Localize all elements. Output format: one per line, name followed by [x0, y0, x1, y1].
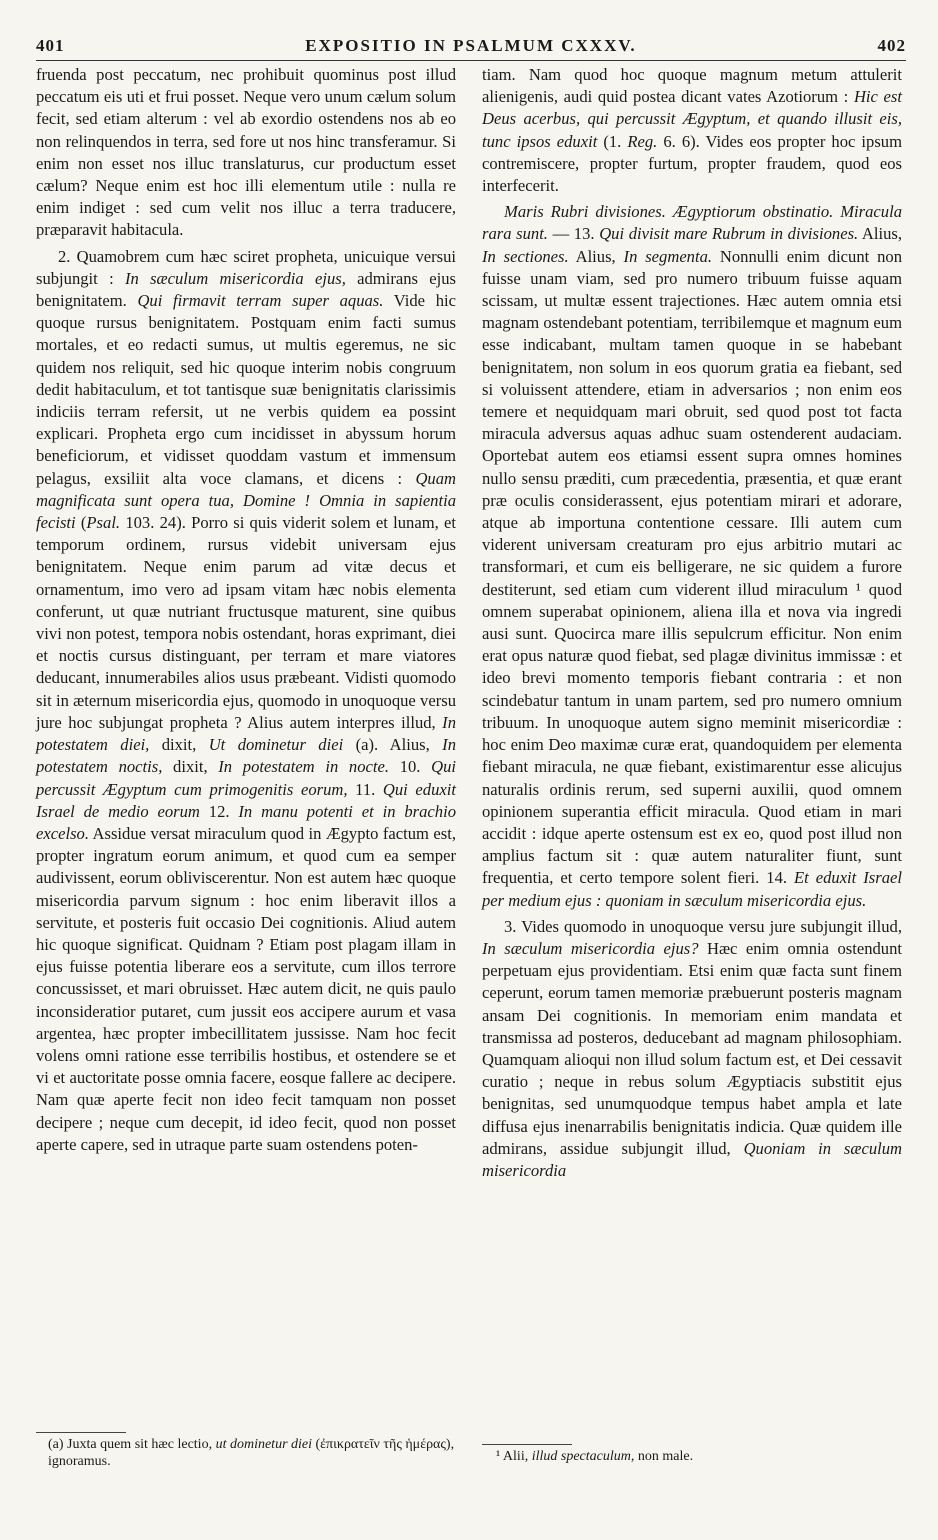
text-run: 103. 24). Porro si quis viderit solem et lunam, et temporum ordinem, rursus videbit universam ejus benignitatem. Neque enim parum ad vitæ decus et ornamentum, imo vero ad ipsam vitam hæc nobis elementa conferunt, ut quæ nutriant fructusque maturent, sine quibus vivi non potest, tempora nobis ostendant, horas exprimant, diei et noctis cursus distinguant, per terram et mare viatores deducant, innumerabiles alios usus præbeant. Vidisti quomodo sit in æternum misericordia ejus, quomodo in unoquoque versu jure hoc subjungat propheta ? Alius autem interpres illud, [36, 513, 456, 732]
text-run: 10. [389, 757, 432, 777]
text-run: Vide hic quoque rursus benignitatem. Postquam enim facti sumus mortales, et eo redacti sumus, ut multis egeremus, ne sic quidem nos reliquit, sed hic quoque interim nobis congruum dedit habitaculum, et tot tantisque suæ benignitatis clarissimis indiciis terram refersit, ut ne verbis quidem ea possint explicari. Propheta ergo cum incidisset in abyssum horum beneficiorum, et vidisset quoddam vastum et immensum pelagus, exsiliit alta voce clamans, et dicens : [36, 291, 456, 488]
text-run: 12. [199, 801, 239, 821]
text-run: 3. Vides quomodo in unoquoque versu jure subjungit illud, [504, 916, 902, 936]
text-run: dixit, [149, 735, 209, 755]
italic-quote: Quoniam in sæculum misericordia [482, 1138, 903, 1180]
italic-quote: In manu potenti et in brachio excelso. [36, 801, 456, 843]
running-header [36, 36, 906, 58]
italic-quote: Qui eduxit Israel de medio eorum [36, 779, 456, 821]
text-run: ¹ Alii, [496, 1449, 532, 1464]
text-run: (a) Juxta quem sit hæc lectio, [48, 1437, 216, 1452]
text-run: tiam. Nam quod hoc quoque magnum metum attulerit alienigenis, audi quid postea dicant vates Azotiorum : [482, 65, 902, 107]
italic-quote: In potestatem noctis, [36, 735, 456, 777]
footnote-left [48, 1436, 458, 1470]
text-run: dixit, [162, 757, 219, 777]
right-paragraph-2 [482, 201, 902, 912]
italic-reference: Psal. [86, 513, 121, 533]
header-rule [36, 60, 906, 61]
text-run: Hæc enim omnia ostendunt perpetuam ejus providentiam. Etsi enim quæ facta sunt finem ceperunt, eorum tamen memoriæ præbuerunt posteris magnam ansam Dei cognitionis. In memoriam enim mandata et transmissa ad posteros, deducebant ad magnam philosophiam. Quamquam alioqui non illud solum factum est, et Dei cessavit curatio ; neque in rebus solum Ægyptiacis substitit ejus benignitas, sed unumquodque tempus habet ampla et late diffusa ejus inenarrabilis benignitatis indicia. Quæ quidem ille admirans, assidue subjungit illud, [482, 938, 902, 1158]
running-title: EXPOSITIO IN PSALMUM CXXXV. [305, 36, 637, 55]
text-run: Assidue versat miraculum quod in Ægypto factum est, propter ingratum eorum animum, et quod cum ea semper audivissent, eorum obliviscerentur. Non est autem hæc quoque misericordia parvum signum : hoc enim liberavit illos a servitute, et posteris fuit occasio Dei cognitionis. Aliud autem hic quoque significat. Quidnam ? Etiam post plagam illam in ejus fuisse potentia liberare eos a servitute, cum illos terrore concussisset, et mari obruisset. Hæc autem dicit, ne quis paulo inconsideratior putaret, cum jussit eos accipere aurum et vasa argentea, hæc propter imbecillitatem jussisse. Nam hoc fecit volens omni ratione esse terribilis hostibus, et ostendere se et vi et auctoritate posse omnia facere, eosque fallere ac decipere. Nam quæ aperte fecit non ideo fecit tamquam non posset decipere ; neque cum decepit, id ideo fecit, quod non posset aperte capere, sed in utraque parte suam ostendens poten- [36, 823, 456, 1154]
left-paragraph-1: fruenda post peccatum, nec prohibuit quominus post illud peccatum eis uti et frui posset. Neque vero unum cælum solum fecit, sed etiam alterum : vel ab exordio ostendens nos ab eo non relinquendos in terra, sed fore ut nos hinc transferamur. Si enim non esset nos illuc translaturus, cur productum esset cælum? Neque enim est hoc illi elementum utile : nulla re enim indiget : sed cum velit nos illuc a terra traducere, præparavit habitacula. [36, 65, 456, 240]
italic-reference: Reg. [627, 131, 658, 151]
italic-quote: Qui divisit mare Rubrum in divisiones. [599, 224, 859, 244]
left-column [36, 64, 456, 1436]
text-run: 2. Quamobrem cum hæc sciret propheta, unicuique versui subjungit : [36, 246, 456, 288]
text-run: non male. [634, 1449, 694, 1464]
italic-quote: Qui percussit Ægyptum cum primogenitis eorum, [36, 757, 456, 799]
text-run: (a). Alius, [343, 735, 443, 755]
text-run: 6. 6). Vides eos propter hoc ipsum contremiscere, propter furtum, propter fraudem, quod eos interfecerit. [482, 131, 902, 196]
footnote-rule-left [36, 1432, 126, 1433]
left-paragraph-2 [36, 246, 456, 1156]
footnote-right [496, 1448, 896, 1465]
text-run: ( [75, 513, 87, 533]
italic-quote: illud spectaculum, [531, 1449, 635, 1464]
text-run: Alius, [858, 224, 903, 244]
italic-section-heading: Maris Rubri divisiones. Ægyptiorum obstinatio. Miracula rara sunt. [482, 202, 902, 244]
text-run: Nonnulli enim dicunt non fuisse unam viam, sed pro numero tribuum fuisse aquam scissam, ut multæ essent trajectiones. Hæc autem omnia etsi magnam ostendebant potentiam, terribilemque et magnum eum esse indicabant, multam tamen quoque in se habebant benignitatem, non solum in eos quorum gratia ea fiebant, sed si voluissent attendere, etiam in adversarios ; non enim eos temere et nequidquam mari obruit, sed quod post tot facta miracula adversus aquas adhuc suam ostenderent audaciam. Oportebat autem eos etiamsi essent supra omnes homines nullo sensu præditi, cum præcedentia, præsentia, et quæ erant præ oculis considerassent, ejus potentiam mirari et adorare, atque ab importuna contentione cessare. Illi autem cum viderent universam creaturam pro ejus arbitrio mutari ac transformari, et cum eis belligerare, ne sic quidem a furore destiterunt, sed etiam cum viderent illud miraculum ¹ quod omnem superabat opinionem, aliena illa et nova via ingredi ausi sunt. Quocirca mare illis sepulcrum efficitur. Non enim erat opus naturæ quod fiebat, sed plagæ divinitus immissæ : et ideo brevi momento temporis fiebant contraria : et non scindebatur tantum in unam partem, sed pro numero omnium tribuum. In unoquoque autem signo meminit misericordiæ : hoc enim Deo maximæ curæ erat, quandoquidem per elementa fiebant miracula, ne quæ fiebant, existimarentur esse alicujus naturalis ordinis rerum, sed superni auxilii, quod omnem opinionem superantia efficit miracula. Quod etiam in mari accidit : idque aperte ostensum est ex eo, quod post illud non amplius factum sit : quæ autem naturaliter fiunt, sunt frequentia, et certo tempore solent fieri. 14. [482, 246, 902, 888]
text-run: 11. [347, 779, 383, 799]
text-run: — 13. [547, 224, 600, 244]
italic-quote: In sæculum misericordia ejus, [124, 268, 346, 288]
page-number-left: 401 [36, 36, 65, 55]
right-column [482, 64, 902, 1436]
italic-quote: Ut dominetur diei [208, 735, 344, 755]
text-run: Alius, [568, 246, 624, 266]
italic-quote: ut dominetur diei [215, 1437, 313, 1452]
page-number-right: 402 [877, 36, 906, 55]
italic-quote: Et eduxit Israel per medium ejus : quoniam in sæculum misericordia ejus. [482, 868, 902, 910]
italic-quote: Hic est Deus acerbus, qui percussit Ægyptum, et quando illusit eis, tunc ipsos eduxit [482, 87, 902, 151]
footnote-rule-right [482, 1444, 572, 1445]
right-paragraph-1 [482, 64, 902, 197]
right-paragraph-3 [482, 916, 902, 1182]
text-run: admirans ejus benignitatem. [36, 268, 456, 311]
italic-quote: In sæculum misericordia ejus? [482, 938, 699, 958]
italic-quote: In potestatem diei, [36, 712, 456, 755]
italic-quote: In segmenta. [623, 246, 713, 266]
text-run: (ἐπικρατεῖν τῆς ἡμέρας), ignoramus. [48, 1437, 455, 1469]
italic-quote: In potestatem in nocte. [218, 757, 390, 777]
italic-quote: Qui firmavit terram super aquas. [137, 291, 384, 311]
italic-quote: Quam magnificata sunt opera tua, Domine ! Omnia in sapientia fecisti [36, 468, 456, 533]
text-run: (1. [597, 131, 628, 151]
italic-quote: In sectiones. [482, 246, 569, 266]
